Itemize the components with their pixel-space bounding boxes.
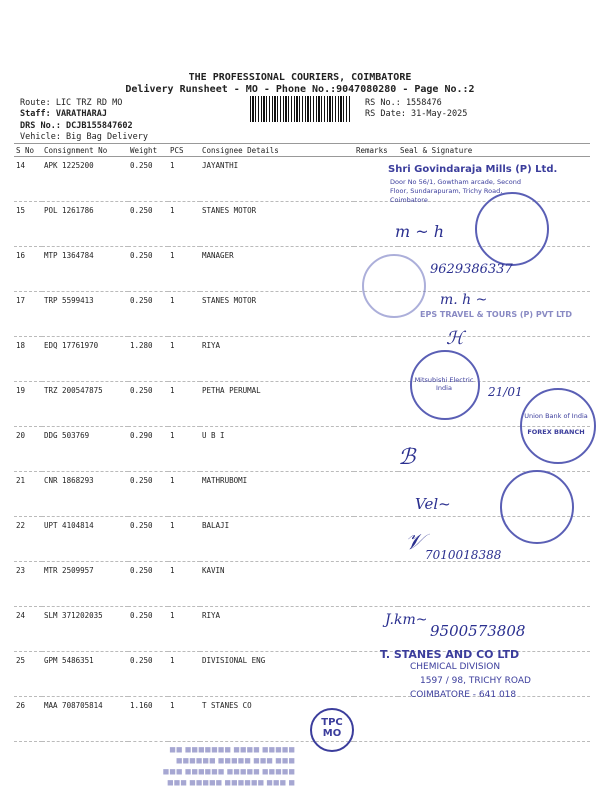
cell-weight: 0.250 (128, 562, 168, 607)
cell-consignee: T STANES CO (200, 697, 354, 742)
cell-remarks (354, 697, 398, 742)
table-row (14, 427, 590, 472)
signature: J.km~ (385, 612, 428, 628)
cell-consignee: U B I (200, 427, 354, 472)
cell-sno: 23 (14, 562, 42, 607)
cell-consignee: PETHA PERUMAL (200, 382, 354, 427)
col-remarks: Remarks (354, 144, 398, 157)
stamp-mitsubishi-text: Mitsubishi Electric India (414, 376, 474, 392)
cell-consignment: APK 1225200 (42, 157, 128, 202)
cell-consignee: BALAJI (200, 517, 354, 562)
stamp-stanes-division: CHEMICAL DIVISION (410, 662, 501, 672)
cell-sno: 25 (14, 652, 42, 697)
col-weight: Weight (128, 144, 168, 157)
stamp-stanes-motors-seal (475, 192, 549, 266)
cell-consignment: UPT 4104814 (42, 517, 128, 562)
stamp-stanes-city: COIMBATORE - 641 018 (410, 690, 517, 700)
stamp-round-seal (500, 470, 574, 544)
signature-date: 21/01 (488, 385, 523, 399)
rs-number: RS No.: 1558476 (365, 98, 442, 108)
cell-sno: 18 (14, 337, 42, 382)
col-seal: Seal & Signature (398, 144, 590, 157)
cell-weight: 0.250 (128, 247, 168, 292)
cell-weight: 0.250 (128, 472, 168, 517)
runsheet-subtitle: Delivery Runsheet - MO - Phone No.:9047080280 - Page No.:2 (125, 84, 475, 95)
cell-remarks (354, 472, 398, 517)
rs-date: RS Date: 31-May-2025 (365, 109, 468, 119)
cell-pcs: 1 (168, 517, 200, 562)
cell-consignee: JAYANTHI (200, 157, 354, 202)
cell-remarks (354, 562, 398, 607)
barcode (250, 96, 350, 122)
signature-phone: 9500573808 (430, 622, 526, 640)
cell-consignment: MAA 708705814 (42, 697, 128, 742)
stamp-govindaraja-address: Door No 56/1, Gowtham arcade, Second Floor, Sundarapuram, Trichy Road, Coimbatore (390, 178, 521, 204)
cell-consignment: MTP 1364784 (42, 247, 128, 292)
cell-weight: 0.250 (128, 202, 168, 247)
company-title: THE PROFESSIONAL COURIERS, COIMBATORE (188, 72, 412, 83)
cell-remarks (354, 427, 398, 472)
cell-weight: 0.250 (128, 517, 168, 562)
cell-consignee: KAVIN (200, 562, 354, 607)
cell-pcs: 1 (168, 427, 200, 472)
drs-number: DRS No.: DCJB155847602 (20, 121, 133, 131)
signature: 𝒱 (405, 530, 424, 555)
cell-weight: 0.290 (128, 427, 168, 472)
col-sno: S No (14, 144, 42, 157)
cell-consignee: MATHRUBOMI (200, 472, 354, 517)
stamp-bank-name: Union Bank of India (524, 412, 588, 420)
table-header-row (14, 144, 590, 157)
cell-pcs: 1 (168, 202, 200, 247)
cell-sno: 24 (14, 607, 42, 652)
cell-sno: 20 (14, 427, 42, 472)
cell-consignee: MANAGER (200, 247, 354, 292)
route: Route: LIC TRZ RD MO (20, 98, 123, 108)
ink-bleed-through: ■ ■■■ ■■■■■■ ■■■■■ ■■■ ■■■■■ ■■■■■ ■■■■■■ ■■■ ■■■ ■■■ ■■■■■ ■■■■■■ ■■■■■ ■■■■ ■■■■■■■ ■■ (162, 746, 295, 787)
cell-pcs: 1 (168, 652, 200, 697)
tpc-label: TPC (321, 717, 343, 728)
cell-consignment: DDG 503769 (42, 427, 128, 472)
cell-weight: 0.250 (128, 157, 168, 202)
cell-pcs: 1 (168, 607, 200, 652)
stamp-stanes-company: T. STANES AND CO LTD (380, 648, 520, 661)
stamp-bank-branch: FOREX BRANCH (527, 428, 585, 436)
cell-seal (398, 562, 590, 607)
cell-consignment: CNR 1868293 (42, 472, 128, 517)
signature: m ~ h (395, 222, 445, 241)
signature: m. h ~ (440, 292, 488, 308)
stamp-bank-seal (520, 388, 596, 464)
cell-consignee: RIYA (200, 337, 354, 382)
cell-remarks (354, 517, 398, 562)
cell-sno: 17 (14, 292, 42, 337)
cell-pcs: 1 (168, 157, 200, 202)
vehicle: Vehicle: Big Bag Delivery (20, 132, 148, 142)
cell-consignee: DIVISIONAL ENG (200, 652, 354, 697)
cell-sno: 22 (14, 517, 42, 562)
cell-remarks (354, 337, 398, 382)
col-consignee: Consignee Details (200, 144, 354, 157)
tpc-mo-stamp (310, 708, 354, 752)
staff: Staff: VARATHARAJ (20, 109, 107, 119)
table-row (14, 337, 590, 382)
signature: ℬ (398, 445, 416, 470)
cell-consignee: STANES MOTOR (200, 292, 354, 337)
cell-weight: 1.280 (128, 337, 168, 382)
col-pcs: PCS (168, 144, 200, 157)
cell-pcs: 1 (168, 247, 200, 292)
cell-sno: 16 (14, 247, 42, 292)
cell-sno: 19 (14, 382, 42, 427)
cell-consignee: STANES MOTOR (200, 202, 354, 247)
cell-sno: 15 (14, 202, 42, 247)
cell-pcs: 1 (168, 382, 200, 427)
stamp-faded-seal (362, 254, 426, 318)
cell-consignment: MTR 2509957 (42, 562, 128, 607)
cell-weight: 0.250 (128, 652, 168, 697)
cell-consignment: POL 1261786 (42, 202, 128, 247)
signature-phone: 7010018388 (425, 548, 502, 562)
cell-consignee: RIYA (200, 607, 354, 652)
cell-consignment: TRZ 200547875 (42, 382, 128, 427)
cell-remarks (354, 382, 398, 427)
cell-sno: 14 (14, 157, 42, 202)
cell-weight: 1.160 (128, 697, 168, 742)
cell-pcs: 1 (168, 562, 200, 607)
stamp-govindaraja: Shri Govindaraja Mills (P) Ltd. (388, 164, 558, 175)
cell-weight: 0.250 (128, 382, 168, 427)
cell-consignment: SLM 371202035 (42, 607, 128, 652)
cell-sno: 26 (14, 697, 42, 742)
signature-phone: 9629386337 (430, 262, 513, 277)
cell-seal (398, 697, 590, 742)
cell-consignment: EDQ 17761970 (42, 337, 128, 382)
stamp-stanes-address: 1597 / 98, TRICHY ROAD (420, 676, 531, 686)
signature: ℋ (446, 328, 464, 349)
table-row (14, 697, 590, 742)
cell-pcs: 1 (168, 472, 200, 517)
cell-consignment: TRP 5599413 (42, 292, 128, 337)
cell-pcs: 1 (168, 292, 200, 337)
cell-pcs: 1 (168, 697, 200, 742)
cell-sno: 21 (14, 472, 42, 517)
table-row (14, 562, 590, 607)
stamp-travel: EPS TRAVEL & TOURS (P) PVT LTD (420, 310, 573, 319)
cell-remarks (354, 202, 398, 247)
cell-consignment: GPM 5486351 (42, 652, 128, 697)
signature: Vel~ (415, 495, 451, 513)
cell-weight: 0.250 (128, 292, 168, 337)
mo-label: MO (322, 728, 342, 739)
cell-pcs: 1 (168, 337, 200, 382)
col-consignment: Consignment No (42, 144, 128, 157)
cell-weight: 0.250 (128, 607, 168, 652)
